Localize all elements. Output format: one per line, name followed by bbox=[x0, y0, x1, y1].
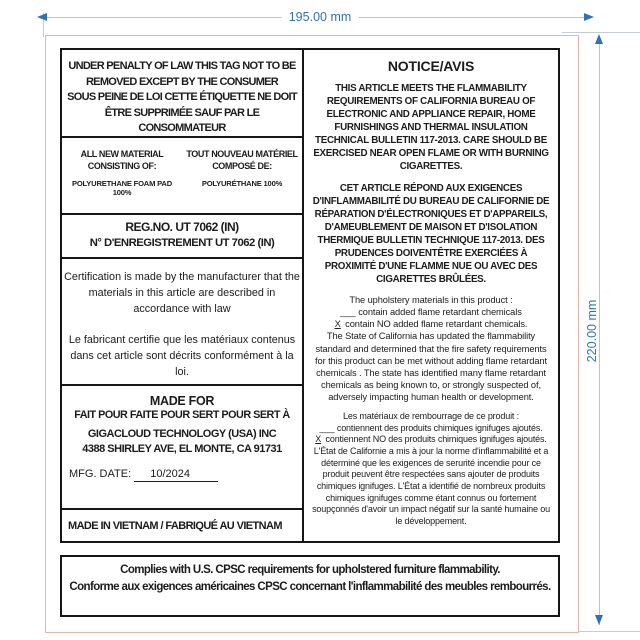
extension-line-top-right bbox=[562, 32, 640, 33]
materials-french bbox=[182, 148, 302, 213]
blank-mark: ___ bbox=[340, 307, 356, 318]
company-address: 4388 SHIRLEY AVE, EL MONTE, CA 91731 bbox=[82, 443, 282, 455]
checkbox-line-unchecked-en bbox=[310, 306, 552, 318]
origin-text: MADE IN VIETNAM / FABRIQUÉ AU VIETNAM bbox=[68, 519, 282, 532]
notice-paragraph-fr: CET ARTICLE RÉPOND AUX EXIGENCES D'INFLAMMABILITÉ DU BUREAU DE CALIFORNIE DE RÉPARATION D'ÉLECTRONIQUES ET D'APPAREILS, D'AMEUBLEMENT DE MAISON ET D'ISOLATION THERMIQUE BULLETIN TECHNIQUE 117-2013. DES PRUDENCES DOIVENTÊTRE EXERCIÉES À PROXIMITÉ D'UNE FLAMME NUE OU AVEC DES CIGARETTES BRÛLÉES. bbox=[312, 183, 550, 286]
registration-number-fr: N° D'ENREGISTREMENT UT 7062 (IN) bbox=[89, 236, 275, 249]
arrow-up-icon bbox=[595, 34, 603, 44]
penalty-line: UNDER PENALTY OF LAW THIS TAG NOT TO BE bbox=[68, 60, 296, 72]
certification-fr: Le fabricant certifie que les matériaux contenus dans cet article sont décrits conformément à la loi. bbox=[68, 333, 296, 378]
mfg-date-label: MFG. DATE: bbox=[69, 468, 132, 480]
certification-section bbox=[62, 257, 302, 384]
certification-en: Certification is made by the manufacturer that the materials in this article are described in accordance with law bbox=[64, 271, 300, 316]
checkbox-line-checked-fr bbox=[310, 434, 552, 446]
upholstery-body-fr: L'État de Californie a mis à jour la norme d'inflammabilité et a déterminé que les exigences de serurité incendie pour ce produit peuvent être respectées sans ajouter de produits chimiques ignifuges. L'État a identifié de nombreux produits chimiques ignifuges comme étant connus ou fortement soupçonnés d'avoir un impact négatif sur la santé humaine ou le développement. bbox=[312, 446, 550, 527]
notice-paragraph-en: THIS ARTICLE MEETS THE FLAMMABILITY REQUIREMENTS OF CALIFORNIA BUREAU OF ELECTRONIC AND APPLIANCE REPAIR, HOME FURNISHINGS AND THERMAL INSULATION TECHNICAL BULLETIN 117-2013. CARE SHOULD BE EXERCISED NEAR OPEN FLAME OR WITH BURNING CIGARETTES. bbox=[313, 83, 549, 173]
penalty-line: ÊTRE SUPPRIMÉE SAUF PAR LE CONSOMMATEUR bbox=[104, 106, 260, 135]
checkbox-line-unchecked-fr bbox=[310, 423, 552, 435]
height-dimension-label: 220.00 mm bbox=[585, 293, 599, 370]
law-label-box bbox=[60, 48, 560, 543]
country-of-origin bbox=[62, 508, 302, 541]
width-dimension-label: 195.00 mm bbox=[282, 10, 359, 24]
materials-section bbox=[62, 136, 302, 213]
mfg-date-value: 10/2024 bbox=[134, 468, 218, 482]
penalty-line: SOUS PEINE DE LOI CETTE ÉTIQUETTE NE DOIT bbox=[67, 91, 297, 104]
notice-column bbox=[304, 50, 558, 541]
arrow-left-icon bbox=[37, 13, 47, 21]
cpsc-compliance-box bbox=[60, 555, 560, 617]
made-for-title-en: MADE FOR bbox=[149, 394, 215, 408]
option-text: contiennent des produits chimiques ignifuges ajoutés. bbox=[336, 422, 543, 433]
upholstery-statement-fr bbox=[310, 411, 552, 528]
x-mark: X bbox=[334, 319, 341, 330]
materials-heading-fr: TOUT NOUVEAU MATÉRIEL COMPOSÉ DE: bbox=[186, 149, 298, 172]
company-name: GIGACLOUD TECHNOLOGY (USA) INC bbox=[87, 428, 277, 440]
upholstery-intro-en: The upholstery materials in this product : bbox=[349, 295, 513, 306]
compliance-en: Complies with U.S. CPSC requirements for upholstered furniture flammability. bbox=[120, 564, 500, 576]
mfg-date-row bbox=[62, 468, 302, 480]
option-text: contiennent NO des produits chimiques ignifuges ajoutés. bbox=[325, 434, 547, 445]
left-column bbox=[62, 50, 304, 541]
materials-value-en: POLYURETHANE FOAM PAD 100% bbox=[71, 179, 172, 198]
arrow-down-icon bbox=[595, 615, 603, 625]
registration-number-en: REG.NO. UT 7062 (IN) bbox=[125, 220, 239, 234]
checkbox-line-checked-en bbox=[310, 318, 552, 330]
materials-heading-en: ALL NEW MATERIAL CONSISTING OF: bbox=[80, 149, 164, 172]
arrow-right-icon bbox=[584, 13, 594, 21]
height-dimension-line bbox=[599, 37, 600, 625]
made-for-section bbox=[62, 384, 302, 508]
upholstery-statement-en bbox=[310, 294, 552, 403]
notice-title: NOTICE/AVIS bbox=[387, 58, 475, 74]
option-text: contain added flame retardant chemicals bbox=[358, 307, 522, 318]
blank-mark: ___ bbox=[319, 422, 335, 433]
option-text: contain NO added flame retardant chemicals. bbox=[345, 319, 528, 330]
upholstery-intro-fr: Les matériaux de rembourrage de ce produit : bbox=[342, 410, 519, 421]
made-for-title-fr: FAIT POUR FAITE POUR SERT POUR SERT À bbox=[74, 409, 290, 421]
x-mark: X bbox=[315, 434, 322, 445]
penalty-statement bbox=[62, 50, 302, 136]
materials-value-fr: POLYURÉTHANE 100% bbox=[201, 179, 283, 189]
registration-section bbox=[62, 213, 302, 257]
upholstery-body-en: The State of California has updated the flammability standard and determined that the fire safety requirements for this product can be met without adding flame retardant chemicals . The state has identified many flame retardant chemicals as being known to, or strongly suspected of, adversely impacting human health or development. bbox=[315, 331, 547, 402]
materials-english bbox=[62, 148, 182, 213]
penalty-line: REMOVED EXCEPT BY THE CONSUMER bbox=[85, 75, 279, 88]
compliance-fr: Conforme aux exigences américaines CPSC concernant l'inflammabilité des meubles rembourrés. bbox=[69, 581, 551, 594]
extension-line-bottom-right bbox=[578, 631, 640, 632]
